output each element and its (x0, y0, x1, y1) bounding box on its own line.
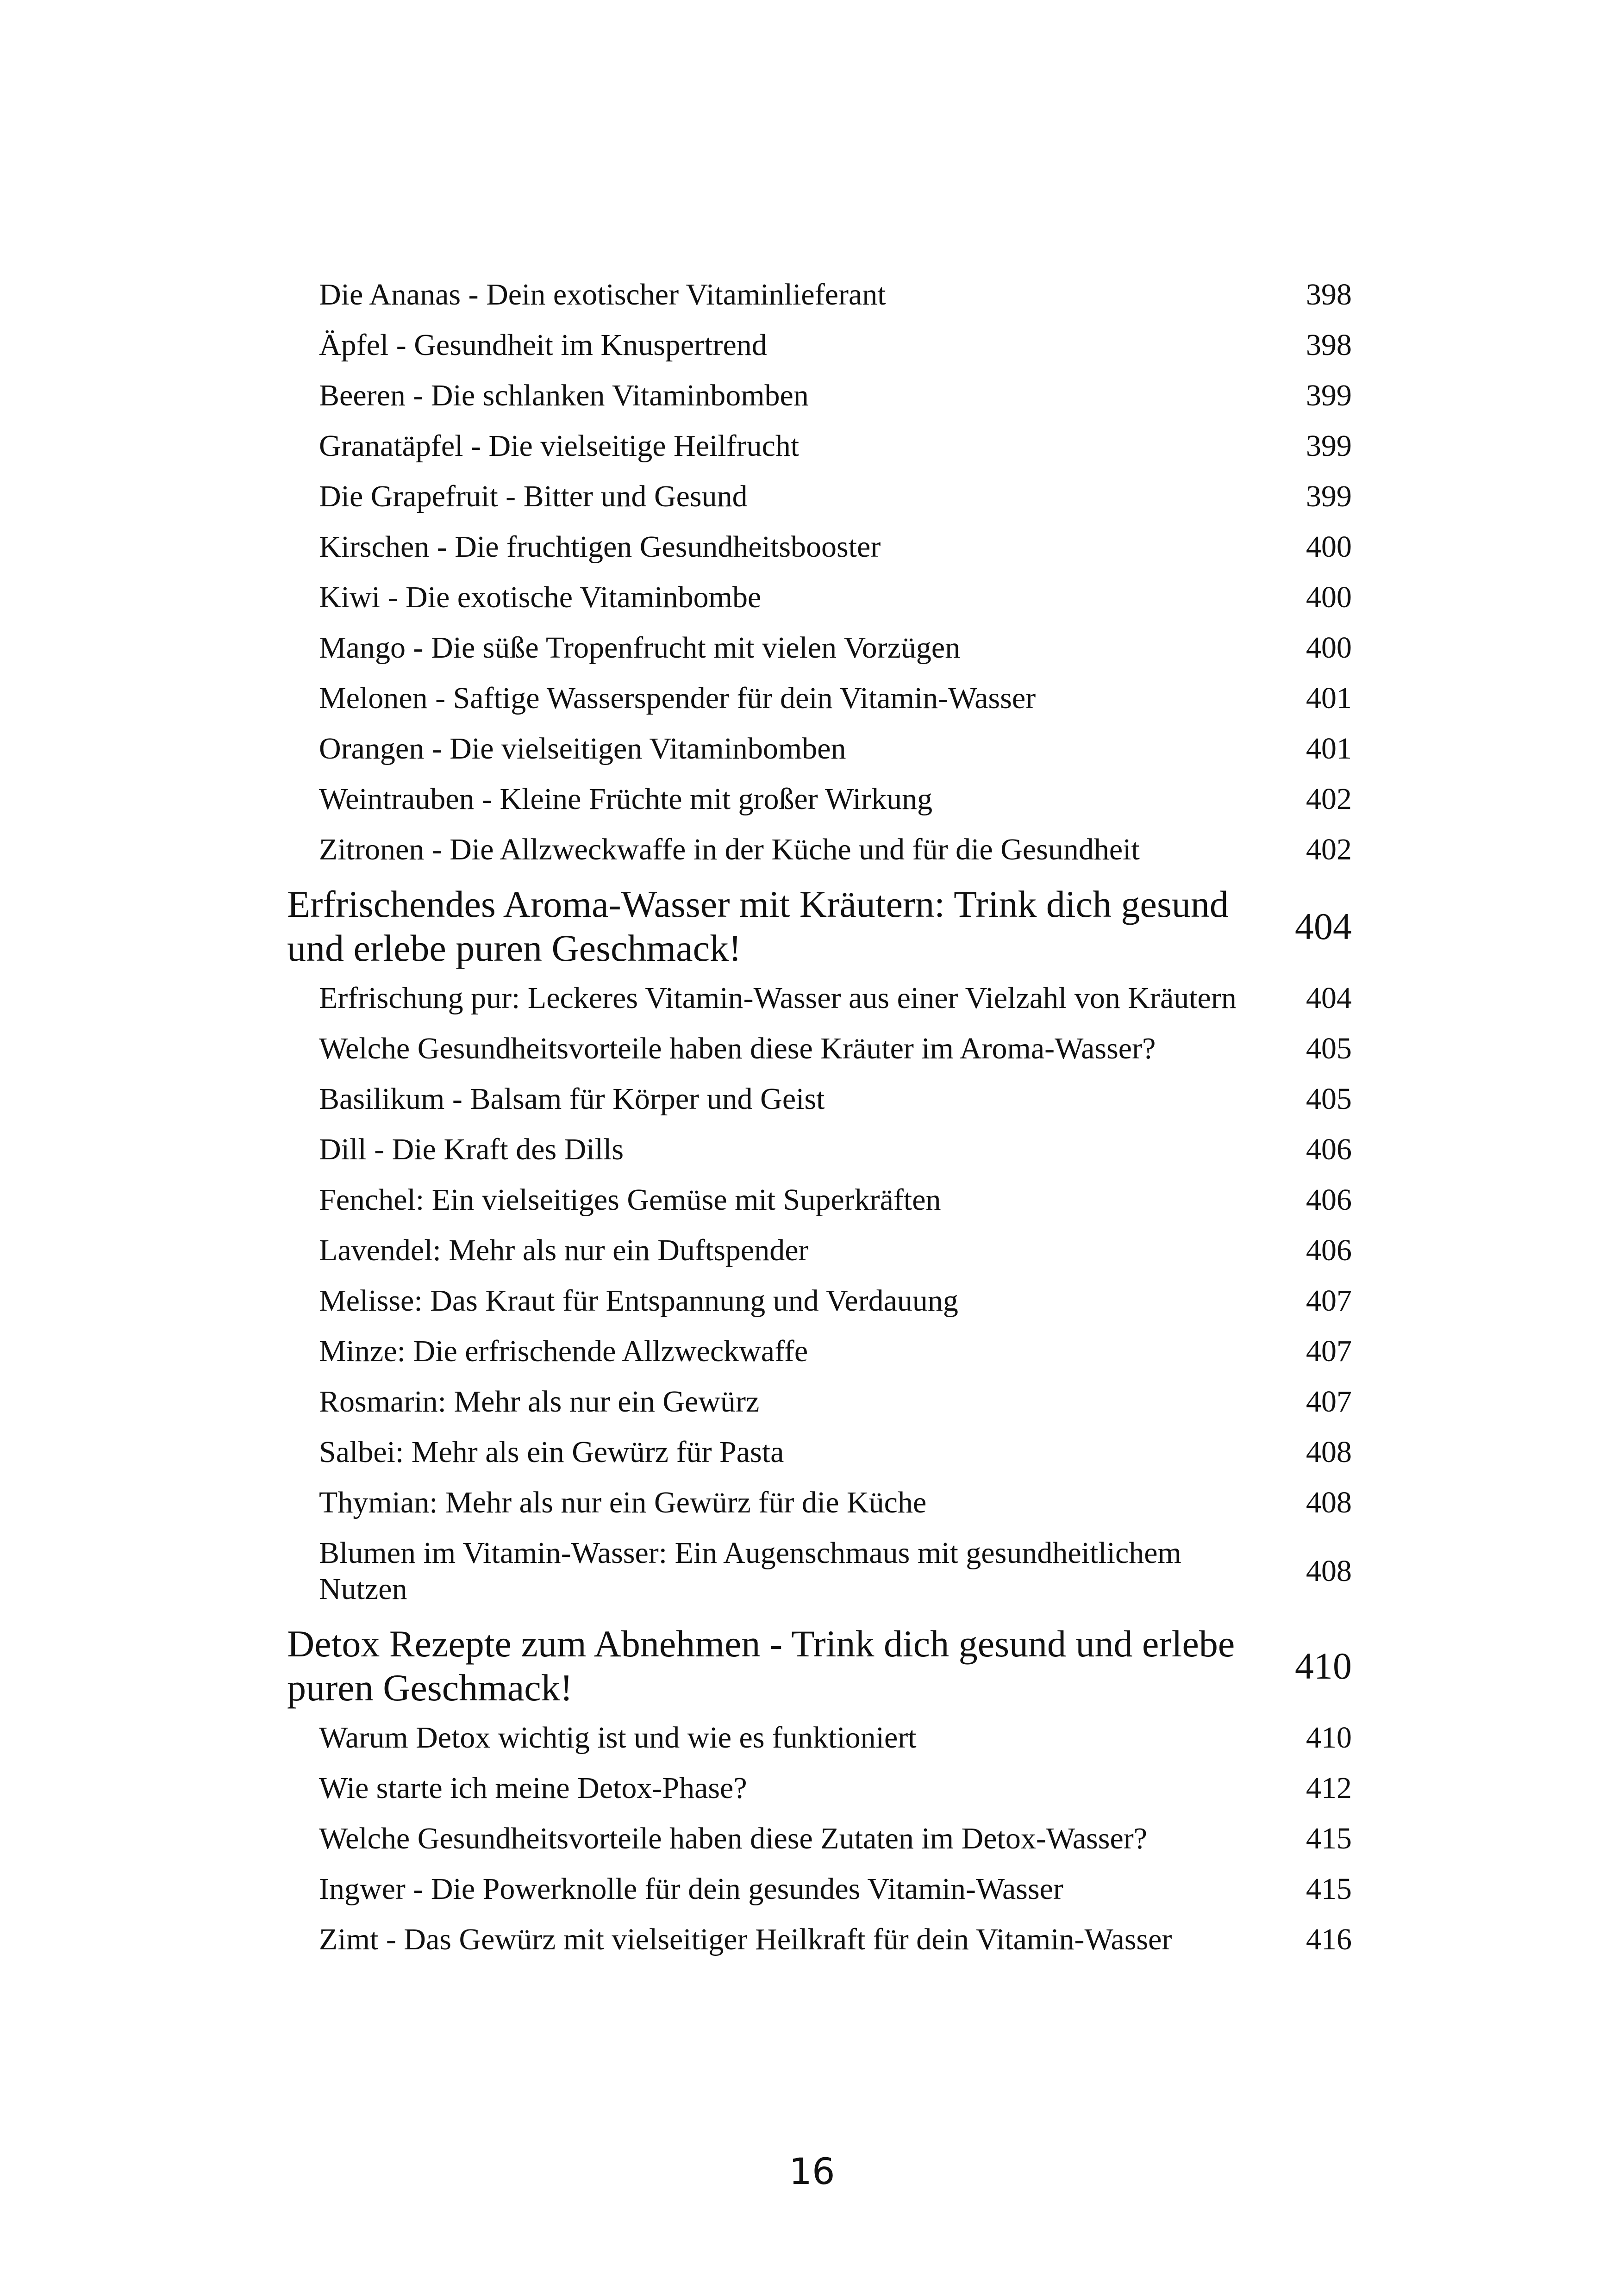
toc-entry-title: Die Grapefruit - Bitter und Gesund (319, 479, 748, 513)
toc-section-entry[interactable] (287, 1384, 1352, 1420)
toc-entry-page-number: 405 (1306, 1082, 1352, 1116)
toc-entry-page-number: 400 (1306, 580, 1352, 614)
toc-entry-title: Fenchel: Ein vielseitiges Gemüse mit Superkräften (319, 1183, 941, 1217)
toc-entry-page-number: 401 (1306, 681, 1352, 715)
toc-entry-page-number: 412 (1306, 1771, 1352, 1805)
toc-entry-page-number: 401 (1306, 732, 1352, 765)
toc-entry-page-number: 408 (1306, 1554, 1352, 1588)
toc-section-entry[interactable] (287, 1770, 1352, 1806)
toc-section-entry[interactable] (287, 980, 1352, 1016)
toc-entry-title: Welche Gesundheitsvorteile haben diese Zutaten im Detox-Wasser? (319, 1822, 1148, 1855)
toc-entry-title: Wie starte ich meine Detox-Phase? (319, 1771, 747, 1805)
toc-section-entry[interactable] (287, 1535, 1352, 1607)
toc-section-entry[interactable] (287, 1132, 1352, 1168)
toc-section-entry[interactable] (287, 1283, 1352, 1319)
toc-entry-page-number: 406 (1306, 1183, 1352, 1217)
toc-entry-title: Beeren - Die schlanken Vitaminbomben (319, 379, 809, 412)
toc-entry-title: Weintrauben - Kleine Früchte mit großer Wirkung (319, 782, 933, 816)
toc-entry-title: Mango - Die süße Tropenfrucht mit vielen Vorzügen (319, 631, 961, 665)
toc-section-entry[interactable] (287, 1232, 1352, 1269)
toc-entry-title: Kiwi - Die exotische Vitaminbombe (319, 580, 762, 614)
toc-section-entry[interactable] (287, 1333, 1352, 1369)
toc-entry-title: Zitronen - Die Allzweckwaffe in der Küche und für die Gesundheit (319, 833, 1140, 866)
toc-entry-page-number: 407 (1306, 1334, 1352, 1368)
toc-entry-title: Warum Detox wichtig ist und wie es funktioniert (319, 1721, 917, 1755)
toc-entry-title: Lavendel: Mehr als nur ein Duftspender (319, 1233, 809, 1267)
toc-entry-title: Detox Rezepte zum Abnehmen - Trink dich gesund und erlebe puren Geschmack! (287, 1623, 1235, 1709)
toc-entry-page-number: 402 (1306, 782, 1352, 816)
toc-section-entry[interactable] (287, 579, 1352, 616)
toc-entry-title: Die Ananas - Dein exotischer Vitaminlieferant (319, 278, 886, 311)
toc-entry-page-number: 415 (1306, 1822, 1352, 1855)
toc-entry-title: Zimt - Das Gewürz mit vielseitiger Heilkraft für dein Vitamin-Wasser (319, 1923, 1172, 1956)
toc-entry-title: Kirschen - Die fruchtigen Gesundheitsbooster (319, 530, 881, 564)
toc-section-entry[interactable] (287, 1031, 1352, 1067)
toc-section-entry[interactable] (287, 1182, 1352, 1218)
toc-section-entry[interactable] (287, 428, 1352, 464)
toc-section-entry[interactable] (287, 378, 1352, 414)
toc-section-entry[interactable] (287, 1720, 1352, 1756)
toc-entry-title: Blumen im Vitamin-Wasser: Ein Augenschmaus mit gesundheitlichem Nutzen (319, 1536, 1181, 1606)
toc-entry-page-number: 404 (1295, 905, 1352, 947)
toc-section-entry[interactable] (287, 1434, 1352, 1470)
toc-section-entry[interactable] (287, 1081, 1352, 1117)
toc-entry-page-number: 406 (1306, 1233, 1352, 1267)
page-number: 16 (789, 2151, 835, 2193)
toc-entry-page-number: 407 (1306, 1284, 1352, 1318)
toc-chapter-entry[interactable] (287, 1622, 1352, 1710)
toc-entry-page-number: 402 (1306, 833, 1352, 866)
toc-entry-title: Äpfel - Gesundheit im Knuspertrend (319, 328, 767, 362)
toc-entry-title: Rosmarin: Mehr als nur ein Gewürz (319, 1385, 760, 1419)
toc-section-entry[interactable] (287, 1485, 1352, 1521)
toc-entry-title: Dill - Die Kraft des Dills (319, 1132, 624, 1166)
toc-entry-page-number: 400 (1306, 631, 1352, 665)
toc-entry-page-number: 399 (1306, 429, 1352, 463)
toc-entry-page-number: 415 (1306, 1872, 1352, 1906)
toc-entry-title: Thymian: Mehr als nur ein Gewürz für die Küche (319, 1486, 927, 1519)
toc-entry-title: Basilikum - Balsam für Körper und Geist (319, 1082, 825, 1116)
toc-entry-page-number: 404 (1306, 981, 1352, 1015)
toc-entry-page-number: 410 (1295, 1644, 1352, 1687)
toc-entry-title: Salbei: Mehr als ein Gewürz für Pasta (319, 1435, 784, 1469)
toc-section-entry[interactable] (287, 731, 1352, 767)
toc-entry-title: Erfrischendes Aroma-Wasser mit Kräutern: Trink dich gesund und erlebe puren Geschmack! (287, 883, 1229, 969)
toc-entry-title: Orangen - Die vielseitigen Vitaminbomben (319, 732, 846, 765)
toc-section-entry[interactable] (287, 1821, 1352, 1857)
toc-section-entry[interactable] (287, 781, 1352, 817)
toc-entry-page-number: 399 (1306, 379, 1352, 412)
toc-chapter-entry[interactable] (287, 882, 1352, 970)
toc-section-entry[interactable] (287, 277, 1352, 313)
toc-entry-title: Ingwer - Die Powerknolle für dein gesundes Vitamin-Wasser (319, 1872, 1063, 1906)
toc-entry-page-number: 408 (1306, 1486, 1352, 1519)
toc-section-entry[interactable] (287, 1871, 1352, 1907)
toc-entry-page-number: 406 (1306, 1132, 1352, 1166)
toc-section-entry[interactable] (287, 680, 1352, 716)
toc-entry-title: Melisse: Das Kraut für Entspannung und Verdauung (319, 1284, 958, 1318)
toc-entry-page-number: 408 (1306, 1435, 1352, 1469)
toc-section-entry[interactable] (287, 1922, 1352, 1958)
toc-section-entry[interactable] (287, 479, 1352, 515)
toc-entry-page-number: 405 (1306, 1032, 1352, 1065)
toc-section-entry[interactable] (287, 529, 1352, 565)
toc-entry-page-number: 410 (1306, 1721, 1352, 1755)
toc-entry-page-number: 398 (1306, 278, 1352, 311)
toc-entry-title: Minze: Die erfrischende Allzweckwaffe (319, 1334, 808, 1368)
toc-section-entry[interactable] (287, 832, 1352, 868)
toc-entry-title: Melonen - Saftige Wasserspender für dein Vitamin-Wasser (319, 681, 1036, 715)
toc-entry-title: Granatäpfel - Die vielseitige Heilfrucht (319, 429, 800, 463)
table-of-contents (287, 277, 1352, 1972)
toc-entry-page-number: 400 (1306, 530, 1352, 564)
toc-entry-title: Erfrischung pur: Leckeres Vitamin-Wasser aus einer Vielzahl von Kräutern (319, 981, 1237, 1015)
toc-section-entry[interactable] (287, 630, 1352, 666)
toc-entry-page-number: 416 (1306, 1923, 1352, 1956)
toc-section-entry[interactable] (287, 327, 1352, 363)
toc-entry-page-number: 407 (1306, 1385, 1352, 1419)
toc-entry-page-number: 399 (1306, 479, 1352, 513)
toc-entry-page-number: 398 (1306, 328, 1352, 362)
toc-entry-title: Welche Gesundheitsvorteile haben diese Kräuter im Aroma-Wasser? (319, 1032, 1156, 1065)
